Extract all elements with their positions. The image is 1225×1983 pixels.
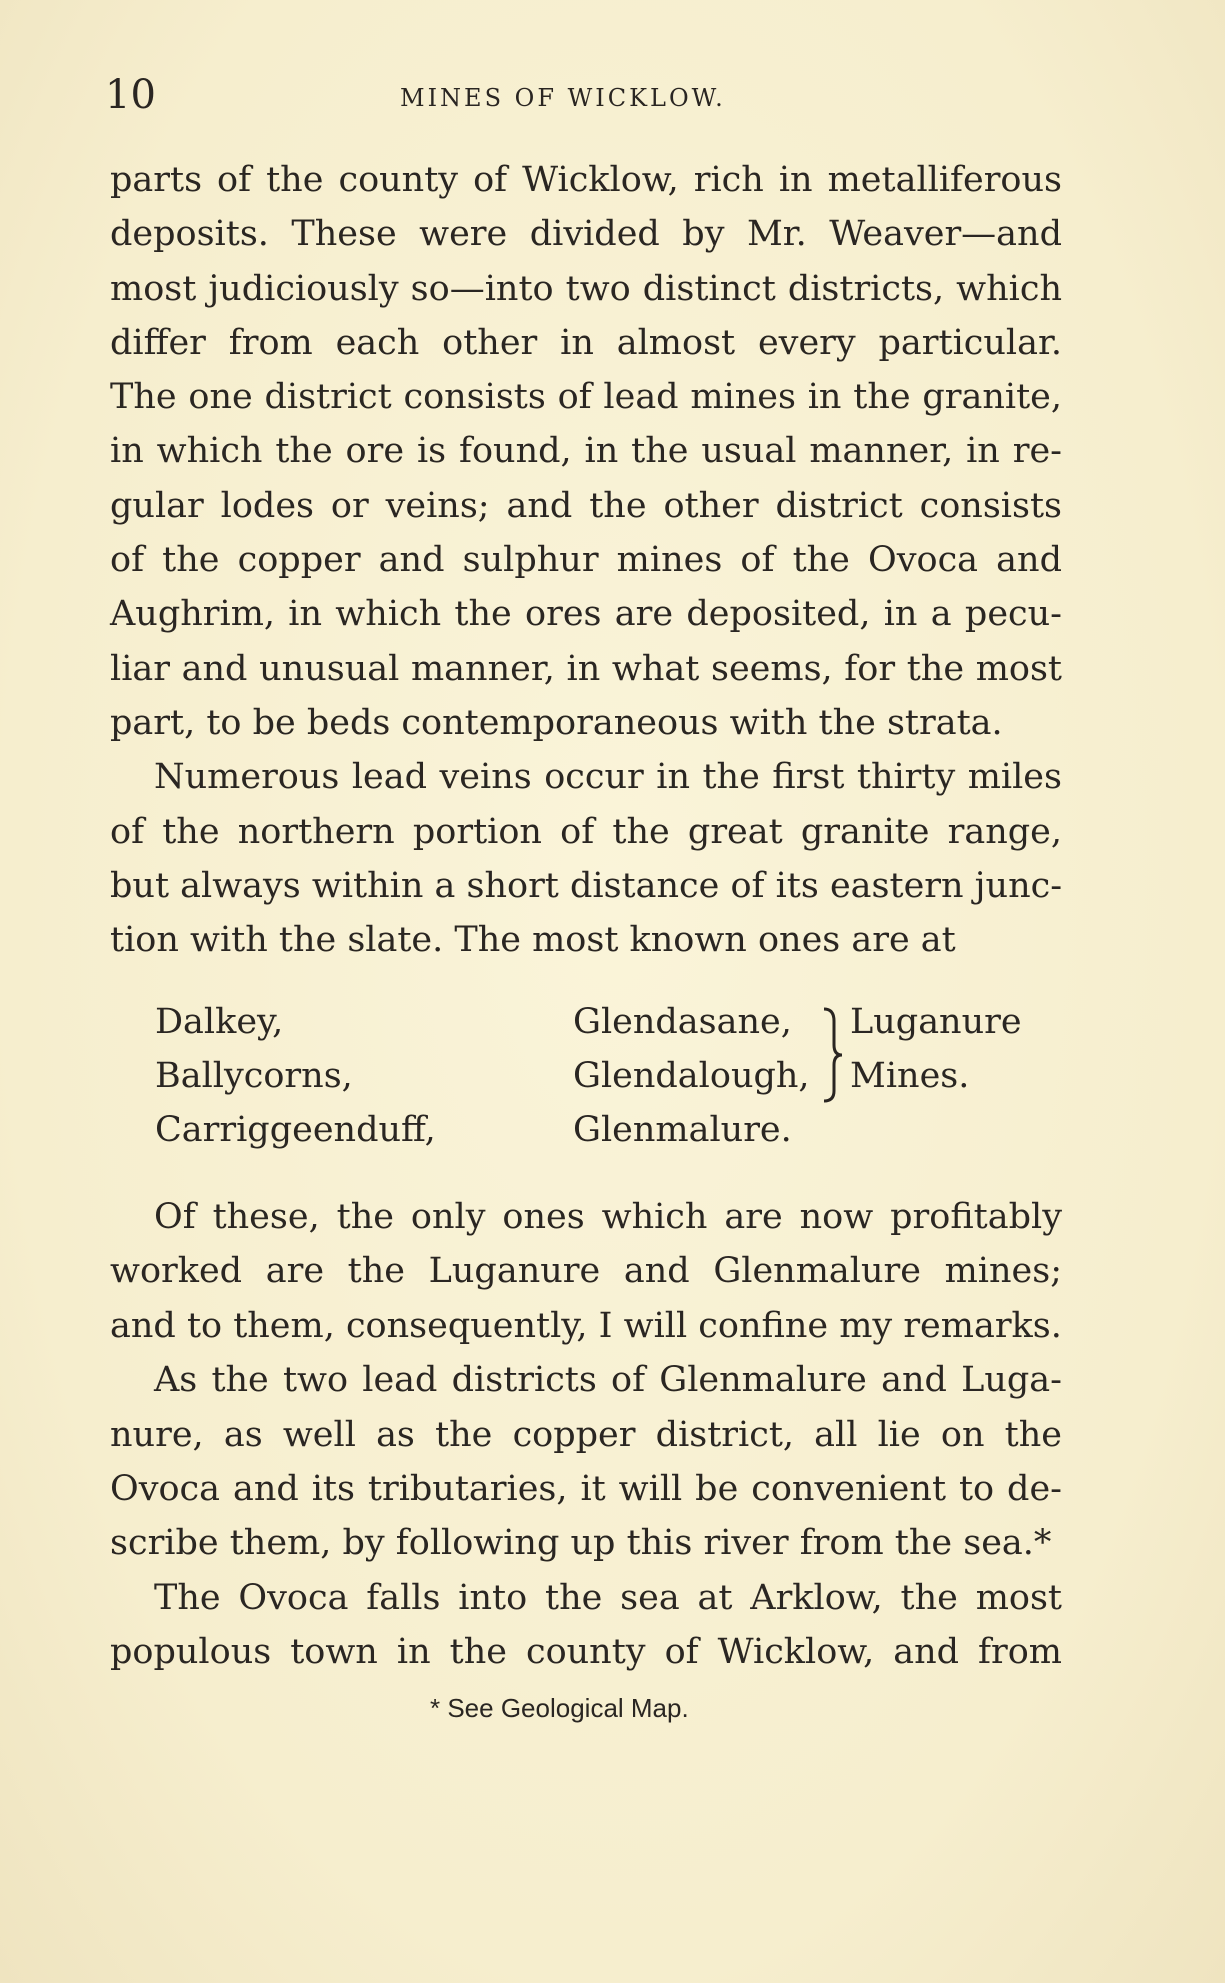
text-line: liar and unusual manner, in what seems, for the most	[110, 648, 1062, 689]
mine-name: Glendasane,	[573, 1002, 792, 1042]
paragraph-1	[110, 153, 1062, 750]
mine-group-label: Mines.	[850, 1056, 970, 1096]
mine-name: Ballycorns,	[155, 1056, 353, 1096]
text-line: deposits. These were divided by Mr. Weaver—and	[110, 214, 1062, 255]
text-line: Aughrim, in which the ores are deposited, in a pecu-	[110, 594, 1062, 635]
text-line: The Ovoca falls into the sea at Arklow, the most	[154, 1577, 1062, 1618]
text-line: differ from each other in almost every particular.	[110, 322, 1062, 363]
paragraph-3	[110, 1190, 1062, 1353]
text-line: The one district consists of lead mines in the granite,	[110, 377, 1062, 418]
mine-name: Dalkey,	[155, 1002, 284, 1042]
text-line: but always within a short distance of its eastern junc-	[110, 865, 1063, 906]
mines-list	[155, 995, 1035, 1160]
running-head: MINES OF WICKLOW.	[400, 84, 726, 112]
mines-column-2	[573, 995, 810, 1157]
text-line: of the northern portion of the great granite range,	[110, 811, 1062, 852]
text-line: parts of the county of Wicklow, rich in metalliferous	[110, 160, 1062, 200]
text-line: in which the ore is found, in the usual manner, in re-	[110, 431, 1062, 472]
text-line: Numerous lead veins occur in the first thirty miles	[154, 757, 1062, 798]
text-line: nure, as well as the copper district, all lie on the	[110, 1414, 1062, 1455]
body-text-lower	[110, 1190, 1062, 1680]
text-line: scribe them, by following up this river from the sea.*	[110, 1523, 1052, 1564]
text-line: populous town in the county of Wicklow, and from	[110, 1632, 1062, 1673]
text-line: part, to be beds contemporaneous with the strata.	[110, 702, 1003, 743]
mines-column-1	[155, 995, 436, 1157]
mine-name: Carriggeenduff,	[155, 1110, 436, 1150]
mines-column-3	[850, 995, 1022, 1103]
mine-name: Glendalough,	[573, 1056, 810, 1096]
mine-name: Glenmalure.	[573, 1110, 792, 1150]
paragraph-4	[110, 1353, 1062, 1571]
body-text-upper	[110, 153, 1062, 967]
text-line: and to them, consequently, I will confine my remarks.	[110, 1305, 1062, 1346]
page-header	[105, 70, 1065, 120]
paragraph-5	[110, 1571, 1062, 1680]
text-line: worked are the Luganure and Glenmalure mines;	[110, 1251, 1062, 1292]
text-line: Ovoca and its tributaries, it will be convenient to de-	[110, 1469, 1062, 1510]
page-number: 10	[105, 72, 156, 118]
text-line: most judiciously so—into two distinct districts, which	[110, 268, 1062, 309]
text-line: of the copper and sulphur mines of the Ovoca and	[110, 540, 1062, 581]
text-line: As the two lead districts of Glenmalure and Luga-	[154, 1360, 1062, 1401]
text-line: gular lodes or veins; and the other district consists	[110, 485, 1062, 526]
footnote: * See Geological Map.	[430, 1693, 689, 1723]
paragraph-2	[110, 750, 1062, 967]
text-line: Of these, the only ones which are now profitably	[154, 1197, 1062, 1237]
text-line: tion with the slate. The most known ones are at	[110, 920, 956, 961]
mine-group-label: Luganure	[850, 1002, 1022, 1042]
curly-brace-icon	[818, 1005, 846, 1105]
